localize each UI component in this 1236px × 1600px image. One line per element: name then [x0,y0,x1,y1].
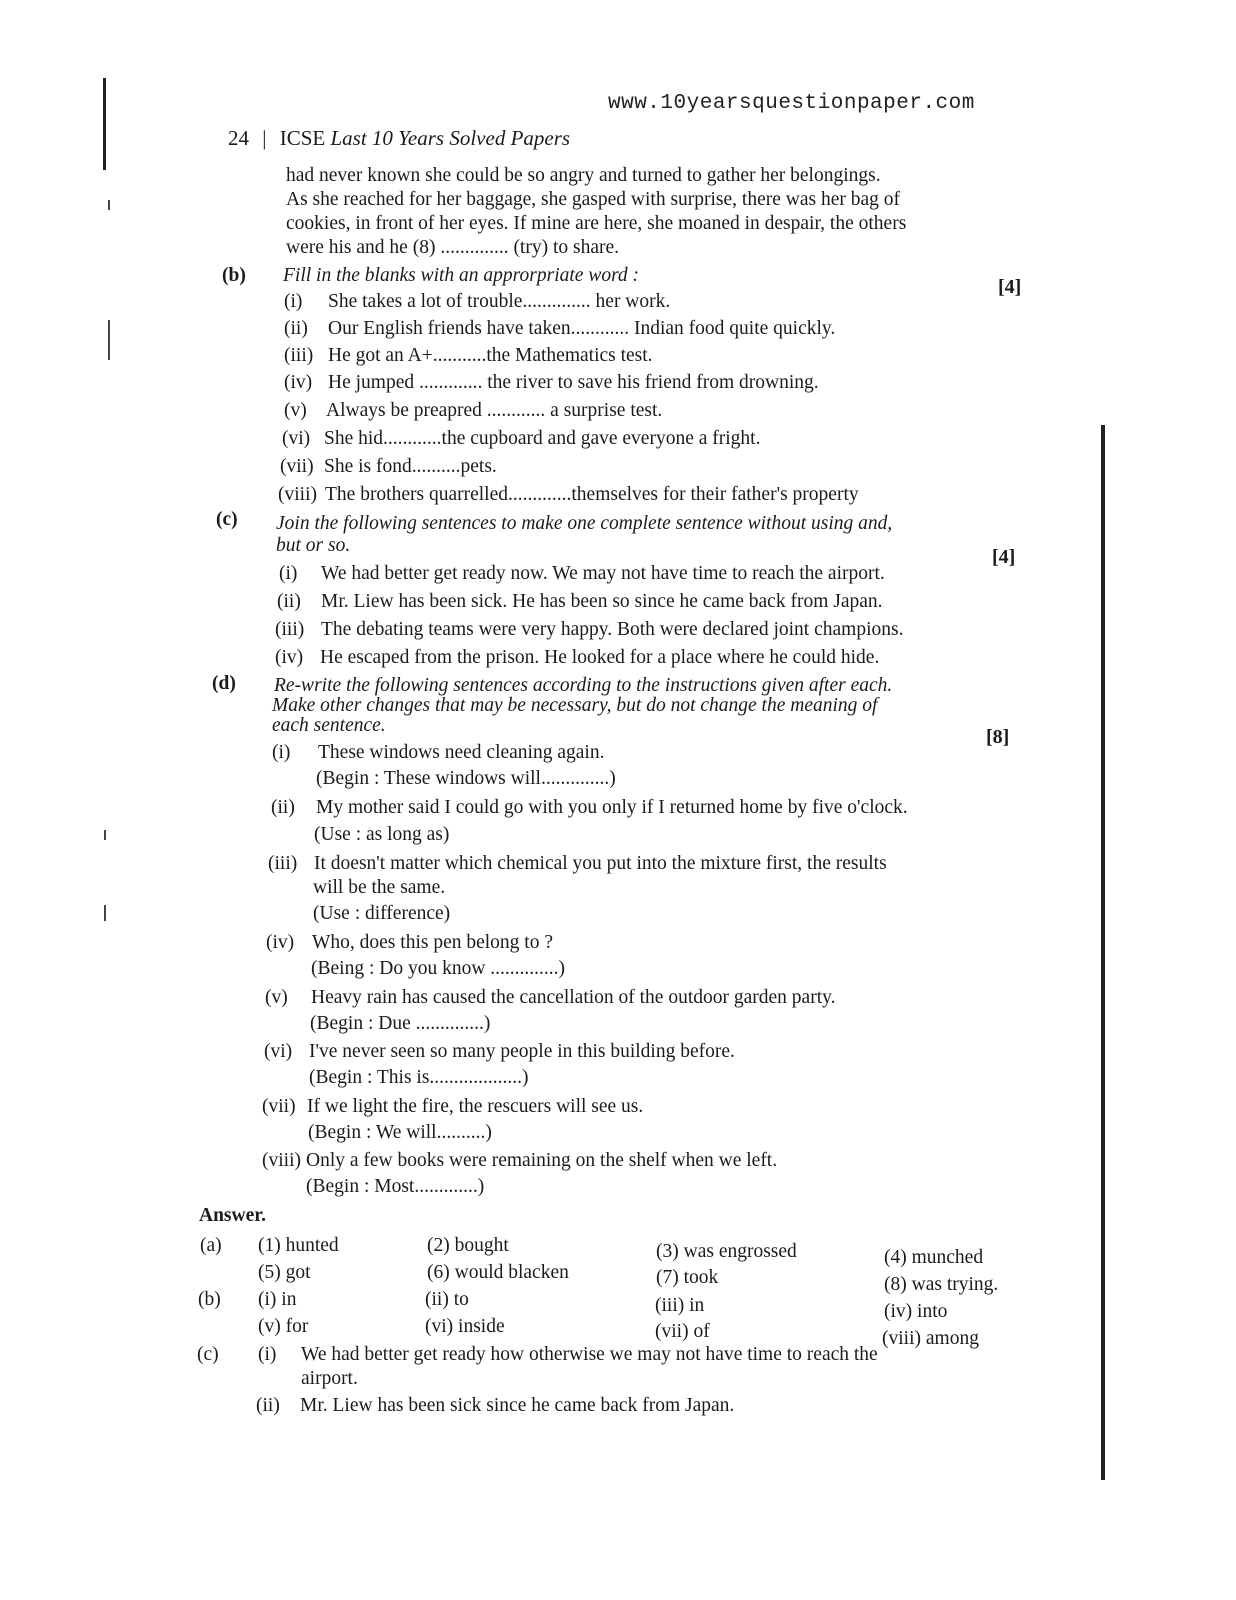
right-scan-edge [1101,425,1105,1480]
question-number: (ii) [277,591,301,612]
page-number: 24 [228,126,249,150]
question-number: (viii) [278,484,317,505]
left-margin-mark [108,200,110,210]
question-text: She hid............the cupboard and gave everyone a fright. [324,428,761,449]
question-number: (i) [279,563,298,584]
answer-item: (6) would blacken [427,1262,569,1283]
answer-text: We had better get ready how otherwise we may not have time to reach the [301,1344,878,1365]
answer-item: (7) took [656,1267,719,1288]
question-instruction: (Begin : Due ..............) [310,1013,491,1034]
question-text: She is fond..........pets. [324,456,497,477]
answer-text: airport. [301,1368,358,1389]
question-text: We had better get ready now. We may not have time to reach the airport. [321,563,885,584]
section-d-label: (d) [212,673,236,694]
answer-item: (i) in [258,1289,297,1310]
question-text: Only a few books were remaining on the shelf when we left. [306,1150,778,1171]
section-d-marks: [8] [986,726,1010,748]
answer-item: (4) munched [884,1247,984,1268]
question-number: (vii) [280,456,314,477]
left-margin-mark [104,830,106,840]
question-number: (iii) [275,619,305,640]
section-d-instruction: Make other changes that may be necessary, but do not change the meaning of [272,695,878,716]
passage-line: As she reached for her baggage, she gasped with surprise, there was her bag of [286,189,901,210]
answer-text: Mr. Liew has been sick since he came back from Japan. [300,1395,735,1416]
answer-c-label: (c) [197,1344,219,1365]
answer-item: (8) was trying. [884,1274,999,1295]
question-number: (i) [272,742,291,763]
header-series: ICSE [279,126,326,150]
answer-item: (viii) among [882,1328,979,1349]
site-url: www.10yearsquestionpaper.com [608,92,975,115]
answer-item: (1) hunted [258,1235,339,1256]
answer-a-label: (a) [200,1235,222,1256]
question-text: He got an A+...........the Mathematics test. [328,345,653,366]
question-text: These windows need cleaning again. [318,742,605,763]
section-b-instruction: Fill in the blanks with an approrpriate word : [283,265,640,286]
question-number: (iii) [284,345,314,366]
question-number: (vii) [262,1096,296,1117]
section-b-marks: [4] [998,276,1022,298]
question-text: He escaped from the prison. He looked for a place where he could hide. [320,647,880,668]
question-number: (viii) [262,1150,301,1171]
question-number: (v) [284,400,307,421]
question-text: The debating teams were very happy. Both were declared joint champions. [321,619,904,640]
question-number: (vi) [282,428,311,449]
question-text: Heavy rain has caused the cancellation of the outdoor garden party. [311,987,836,1008]
answer-item: (vii) of [655,1321,710,1342]
section-c-instruction: but or so. [276,535,351,556]
question-number: (vi) [264,1041,293,1062]
passage-line: were his and he (8) .............. (try) to share. [286,237,620,258]
answer-item: (iii) in [655,1295,705,1316]
page-header [228,126,570,151]
section-d-instruction: each sentence. [272,715,386,736]
question-text: I've never seen so many people in this building before. [309,1041,735,1062]
answer-item: (2) bought [427,1235,509,1256]
answer-item: (3) was engrossed [656,1241,797,1262]
question-instruction: (Begin : This is...................) [309,1067,529,1088]
question-number: (ii) [284,318,308,339]
question-instruction: (Begin : We will..........) [308,1122,492,1143]
passage-line: had never known she could be so angry and turned to gather her belongings. [286,165,881,186]
question-number: (iv) [275,647,304,668]
question-number: (ii) [271,797,295,818]
question-text: Mr. Liew has been sick. He has been so since he came back from Japan. [321,591,883,612]
question-text: He jumped ............. the river to save his friend from drowning. [328,372,819,393]
answer-number: (ii) [256,1395,280,1416]
question-instruction: (Use : as long as) [314,824,450,845]
question-text: The brothers quarrelled.............themselves for their father's property [325,484,859,505]
question-text: If we light the fire, the rescuers will see us. [307,1096,644,1117]
question-text: Who, does this pen belong to ? [312,932,553,953]
question-number: (iii) [268,853,298,874]
header-divider: | [262,126,267,150]
passage-line: cookies, in front of her eyes. If mine are here, she moaned in despair, the others [286,213,907,234]
answer-item: (ii) to [425,1289,469,1310]
question-text: My mother said I could go with you only if I returned home by five o'clock. [316,797,908,818]
header-title: Last 10 Years Solved Papers [330,126,571,150]
question-instruction: (Begin : These windows will..............) [316,768,616,789]
question-instruction: (Being : Do you know ..............) [311,958,566,979]
question-instruction: (Use : difference) [313,903,451,924]
question-text: will be the same. [313,877,446,898]
answer-b-label: (b) [198,1289,221,1310]
left-margin-mark [104,905,106,921]
section-d-instruction: Re-write the following sentences according to the instructions given after each. [274,675,893,696]
answer-item: (iv) into [884,1301,948,1322]
section-b-label: (b) [222,265,246,286]
section-c-marks: [4] [992,546,1016,568]
question-text: Always be preapred ............ a surprise test. [326,400,663,421]
question-text: It doesn't matter which chemical you put into the mixture first, the results [314,853,887,874]
question-number: (iv) [266,932,295,953]
answer-number: (i) [258,1344,277,1365]
question-text: Our English friends have taken............ Indian food quite quickly. [328,318,836,339]
section-c-label: (c) [216,509,238,530]
section-c-instruction: Join the following sentences to make one complete sentence without using and, [276,513,893,534]
left-scan-edge [103,78,106,170]
answer-item: (vi) inside [425,1316,505,1337]
answer-item: (5) got [258,1262,311,1283]
answer-heading: Answer. [199,1205,266,1226]
question-number: (v) [265,987,288,1008]
left-margin-mark [108,320,110,360]
question-number: (iv) [284,372,313,393]
question-text: She takes a lot of trouble.............. her work. [328,291,671,312]
answer-item: (v) for [258,1316,309,1337]
question-number: (i) [284,291,303,312]
question-instruction: (Begin : Most.............) [306,1176,485,1197]
